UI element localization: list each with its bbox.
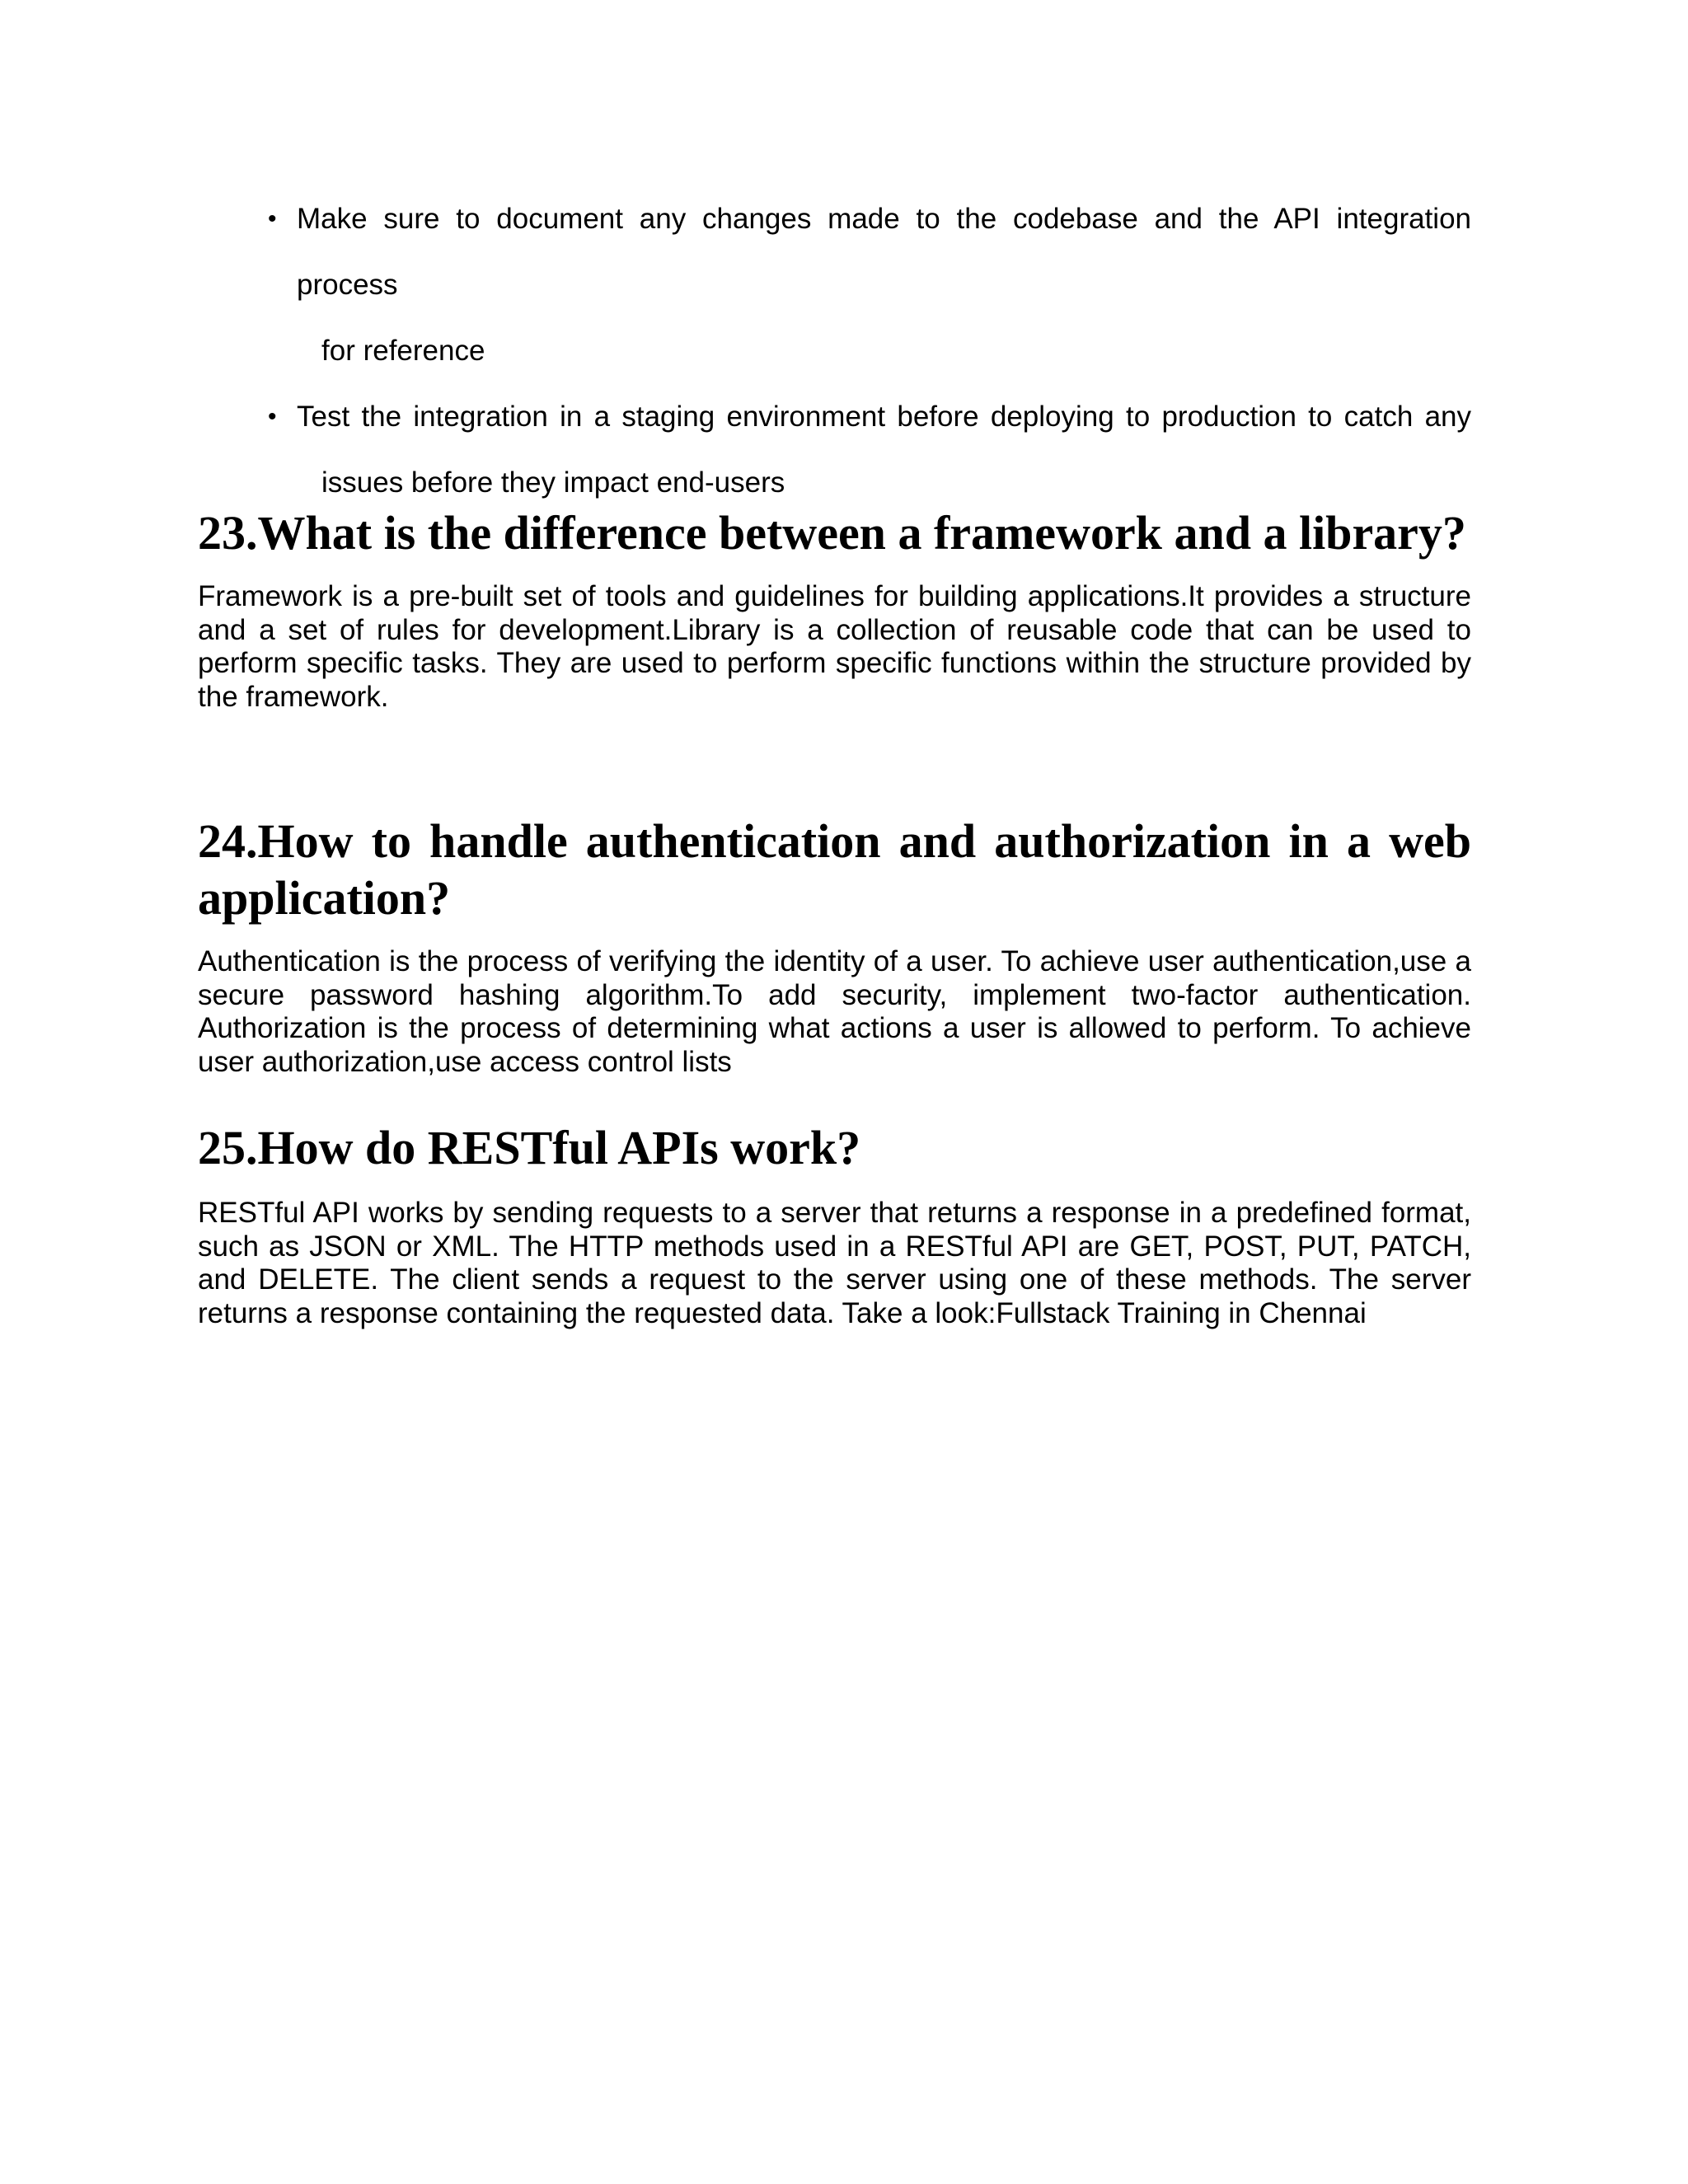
section-25	[198, 1119, 1471, 1330]
list-item	[268, 384, 1471, 516]
bullet-list	[268, 186, 1471, 516]
bullet-text-continuation: issues before they impact end-users	[321, 466, 785, 499]
section-23	[198, 504, 1471, 714]
bullet-icon: •	[268, 205, 277, 232]
section-heading: 23.What is the difference between a framework and a library?	[198, 506, 1466, 560]
section-heading: 25.How do RESTful APIs work?	[198, 1121, 861, 1174]
section-paragraph: RESTful API works by sending requests to a server that returns a response in a predefined format, such as JSON or XML. The HTTP methods used in a RESTful API are GET, POST, PUT, PATCH, and DELETE. The client sends a request to the server using one of these methods. The server returns a response containing the requested data. Take a look:Fullstack Training in Chennai	[198, 1197, 1471, 1329]
list-item	[268, 186, 1471, 384]
bullet-text-line: Make sure to document any changes made to the codebase and the API integration process	[297, 203, 1471, 301]
section-paragraph: Authentication is the process of verifying the identity of a user. To achieve user authentication,use a secure password hashing algorithm.To add security, implement two-factor authentication. Authorization is the process of determining what actions a user is allowed to perform. To achieve user authorization,use access control lists	[198, 945, 1471, 1078]
bullet-text-line: Test the integration in a staging environment before deploying to production to catch any	[297, 401, 1471, 433]
section-24	[198, 813, 1471, 1079]
bullet-text-continuation: for reference	[321, 335, 485, 367]
section-heading: 24.How to handle authentication and authorization in a web application?	[198, 814, 1471, 925]
section-paragraph: Framework is a pre-built set of tools and guidelines for building applications.It provides a structure and a set of rules for development.Library is a collection of reusable code that can be used to perform specific tasks. They are used to perform specific functions within the structure provided by the framework.	[198, 580, 1471, 713]
bullet-icon: •	[268, 403, 277, 430]
